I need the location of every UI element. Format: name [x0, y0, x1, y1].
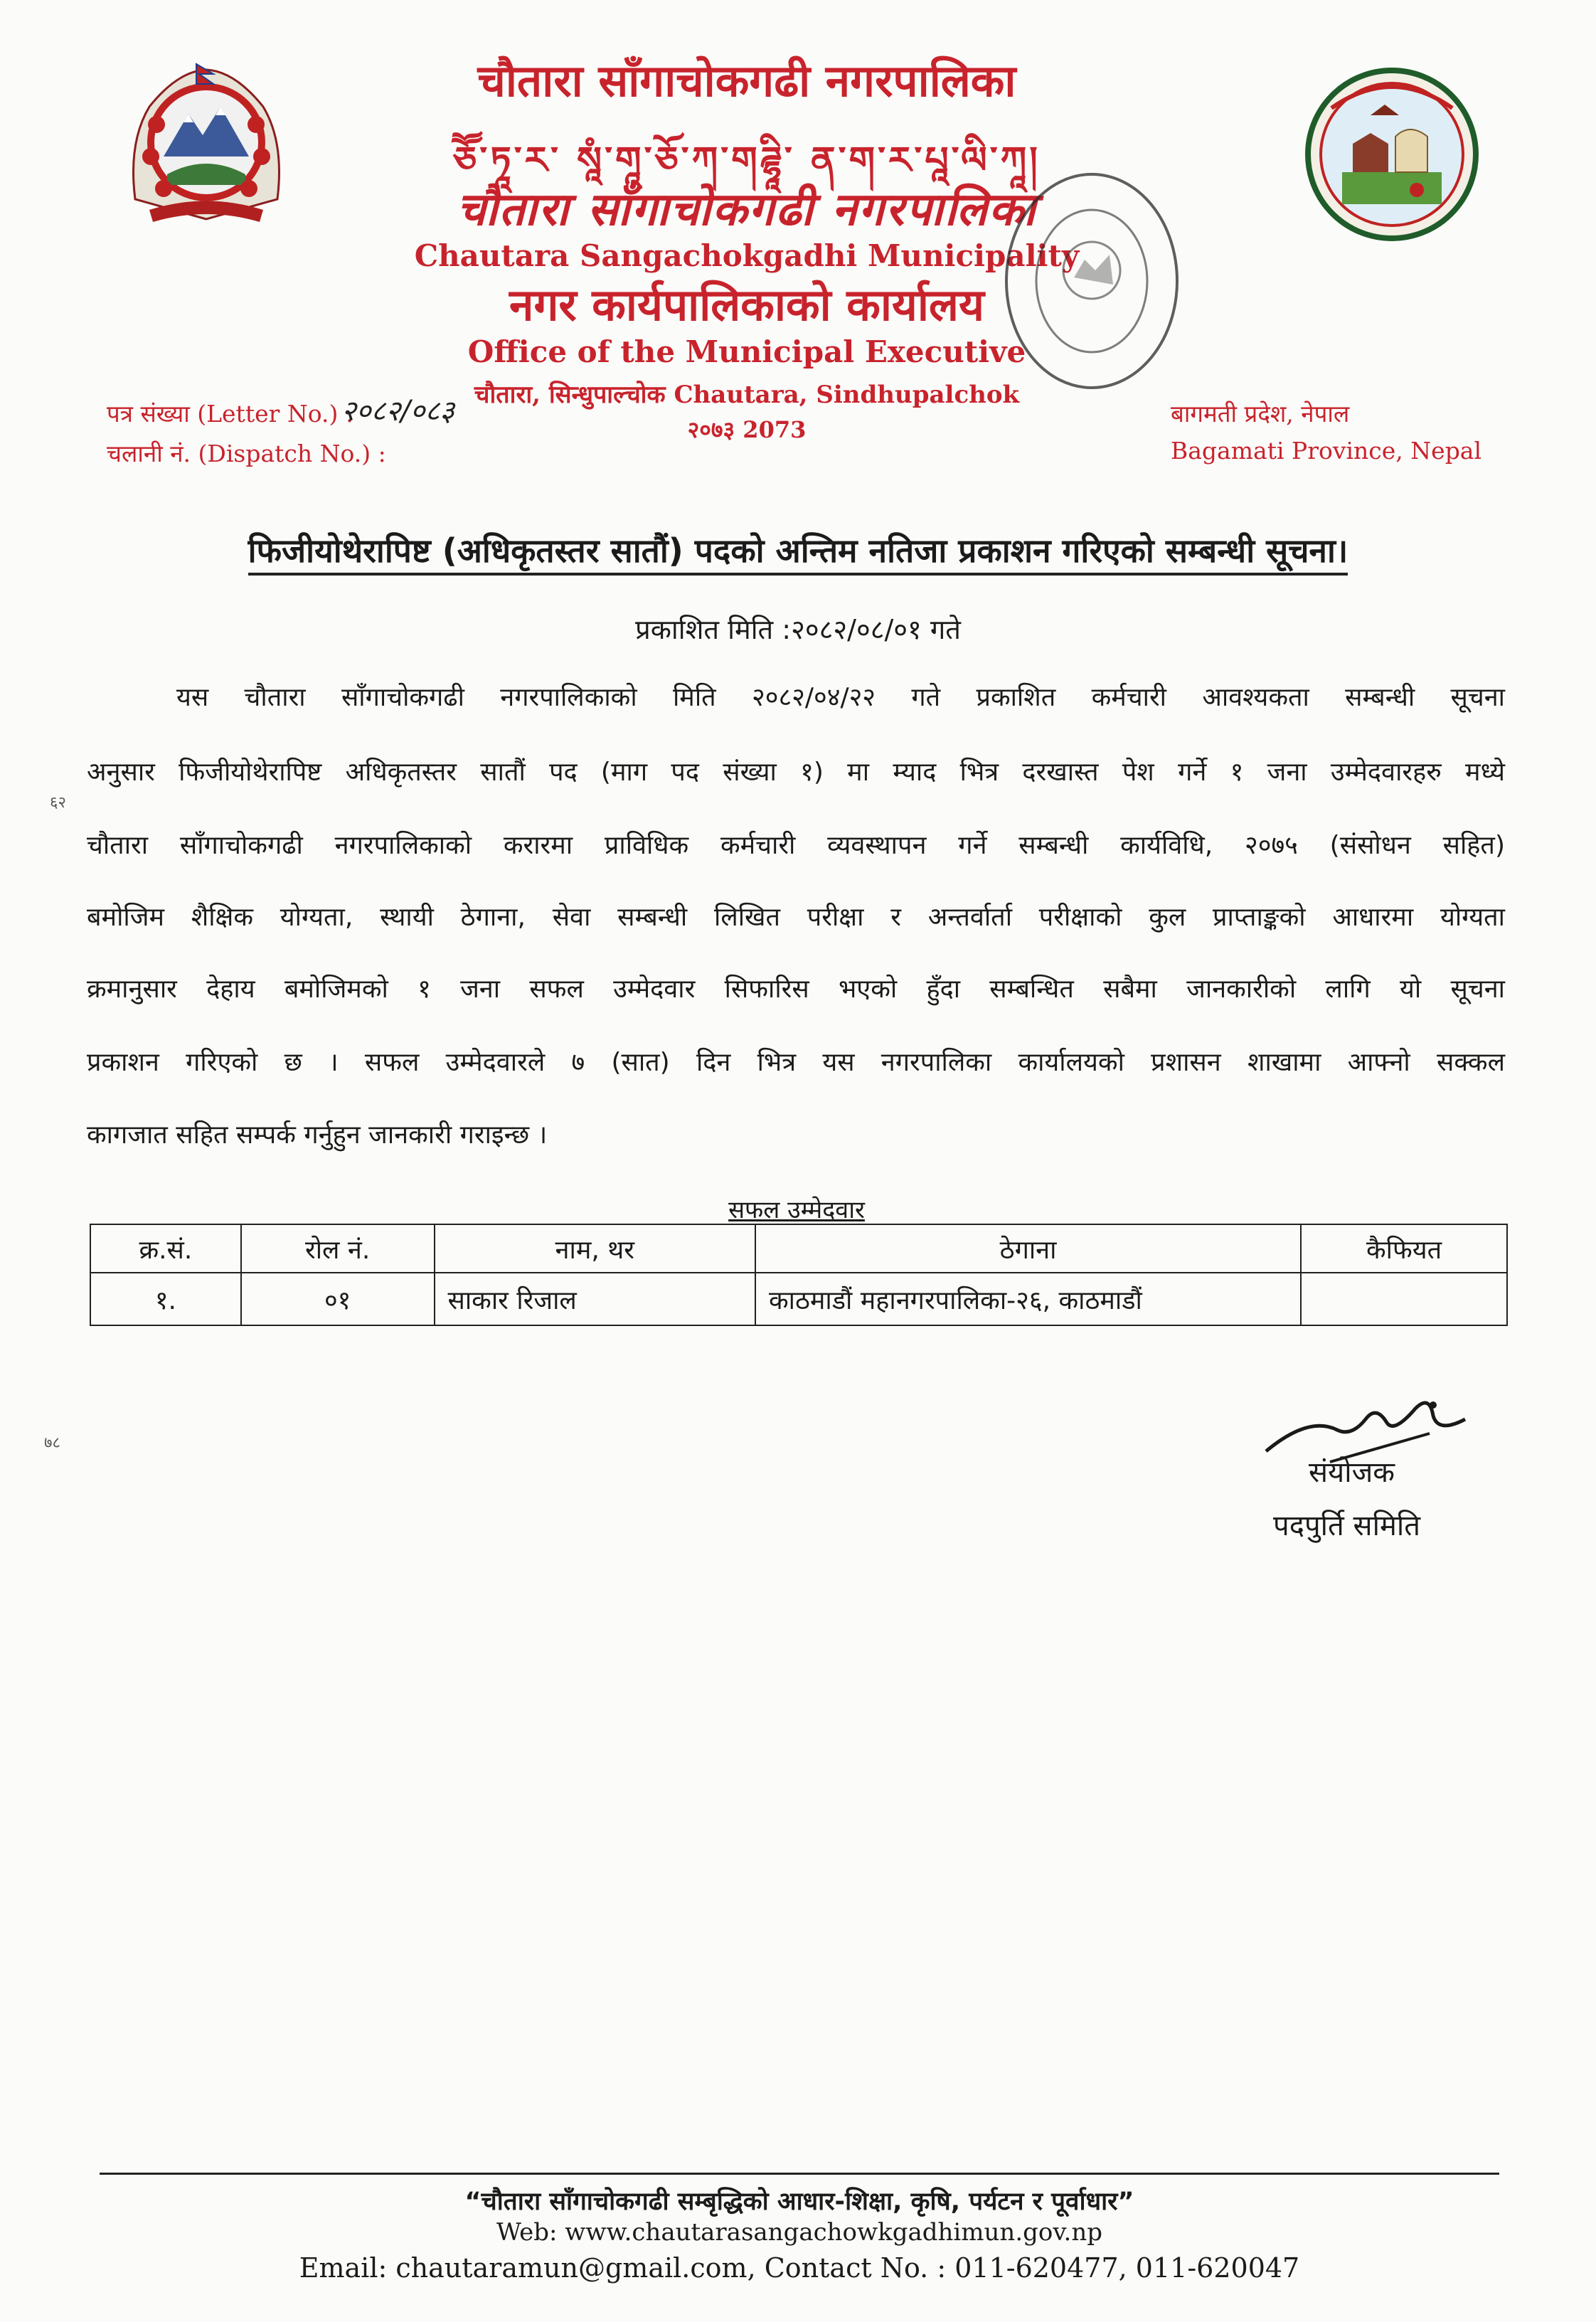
table-caption: सफल उम्मेदवार [728, 1196, 865, 1224]
footer-motto: “चौतारा साँगाचोकगढी सम्बृद्धिको आधार-शिक्षा, कृषि, पर्यटन र पूर्वाधार” [464, 2188, 1134, 2216]
paragraph-line: क्रमानुसार देहाय बमोजिमको १ जना सफल उम्मेदवार सिफारिस भएको हुँदा सम्बन्धित सबैमा जानकारीको लागि यो सूचना [87, 975, 1505, 1004]
successful-candidates-table [90, 1224, 1508, 1326]
municipality-name-nepali: चौतारा साँगाचोकगढी नगरपालिका [477, 55, 1016, 107]
paragraph-line: बमोजिम शैक्षिक योग्यता, स्थायी ठेगाना, सेवा सम्बन्धी लिखित परीक्षा र अन्तर्वार्ता परीक्षाको कुल प्राप्ताङ्कको आधारमा योग्यता [87, 903, 1505, 932]
cell-address: काठमाडौं महानगरपालिका-२६, काठमाडौं [755, 1273, 1301, 1325]
footer-divider [100, 2173, 1499, 2175]
letter-number-value: २०८२/०८३ [341, 395, 455, 428]
municipality-emblem-logo [1303, 65, 1481, 243]
signatory-committee: पदपुर्ति समिति [1273, 1510, 1421, 1542]
paragraph-line: कागजात सहित सम्पर्क गर्नुहुन जानकारी गराइन्छ । [87, 1120, 548, 1150]
published-date: प्रकाशित मिति :२०८२/०८/०१ गते [635, 614, 961, 645]
establishment-year: २०७३ 2073 [687, 416, 807, 443]
column-header-address: ठेगाना [755, 1224, 1301, 1273]
paragraph-line: प्रकाशन गरिएको छ । सफल उम्मेदवारले ७ (सात) दिन भित्र यस नगरपालिका कार्यालयको प्रशासन शाखामा आफ्नो सक्कल [87, 1048, 1505, 1077]
signatory-role: संयोजक [1309, 1456, 1395, 1489]
dispatch-number-label: चलानी नं. (Dispatch No.) : [107, 440, 386, 467]
cell-remarks [1301, 1273, 1507, 1325]
margin-page-mark: ६२ [50, 794, 66, 812]
column-header-serial: क्र.सं. [90, 1224, 241, 1273]
column-header-name: नाम, थर [435, 1224, 755, 1273]
paragraph-line: चौतारा साँगाचोकगढी नगरपालिकाको करारमा प्राविधिक कर्मचारी व्यवस्थापन गर्ने सम्बन्धी कार्यविधि, २०७५ (संसोधन सहित) [87, 831, 1505, 860]
cell-name: साकार रिजाल [435, 1273, 755, 1325]
municipality-name-english: Chautara Sangachokgadhi Municipality [414, 238, 1080, 273]
paragraph-line: अनुसार फिजीयोथेरापिष्ट अधिकृतस्तर सातौं पद (माग पद संख्या १) मा म्याद भित्र दरखास्त पेश गर्ने १ जना उम्मेदवारहरु मध्ये [87, 758, 1505, 787]
paragraph-line: यस चौतारा साँगाचोकगढी नगरपालिकाको मिति २०८२/०४/२२ गते प्रकाशित कर्मचारी आवश्यकता सम्बन्धी सूचना [176, 683, 1505, 712]
notice-title [100, 528, 1496, 572]
column-header-remarks: कैफियत [1301, 1224, 1507, 1273]
cell-roll: ०१ [241, 1273, 435, 1325]
province-english: Bagamati Province, Nepal [1171, 437, 1482, 465]
footer-website: Web: www.chautarasangachowkgadhimun.gov.np [496, 2218, 1103, 2247]
notice-title-text: फिजीयोथेरापिष्ट (अधिकृतस्तर सातौं) पदको अन्तिम नतिजा प्रकाशन गरिएको सम्बन्धी सूचना। [248, 531, 1348, 576]
municipality-name-script: चौतारा साँगाचोकगढी नगरपालिका [457, 184, 1037, 236]
footer-contact: Email: chautaramun@gmail.com, Contact No. : 011-620477, 011-620047 [299, 2252, 1300, 2284]
table-header-row [90, 1224, 1507, 1273]
office-stamp [996, 164, 1188, 398]
office-address: चौतारा, सिन्धुपाल्चोक Chautara, Sindhupalchok [474, 381, 1020, 409]
office-name-nepali: नगर कार्यपालिकाको कार्यालय [509, 279, 984, 331]
table-row [90, 1273, 1507, 1325]
nepal-emblem-logo [107, 57, 306, 228]
municipality-name-tibetan: ཅཽ་ཏཱ་ར་ སཱཾ་གཱ་ཅོ་ཀ་གཌྷཱི་ ན་ག་ར་པཱ་ལི་ཀཱ། [453, 139, 1041, 182]
margin-page-mark: ७८ [44, 1434, 60, 1452]
office-name-english: Office of the Municipal Executive [467, 334, 1026, 369]
letter-number-label: पत्र संख्या (Letter No.) : [107, 400, 354, 428]
column-header-roll: रोल नं. [241, 1224, 435, 1273]
cell-serial: १. [90, 1273, 241, 1325]
province-nepali: बागमती प्रदेश, नेपाल [1171, 400, 1350, 428]
